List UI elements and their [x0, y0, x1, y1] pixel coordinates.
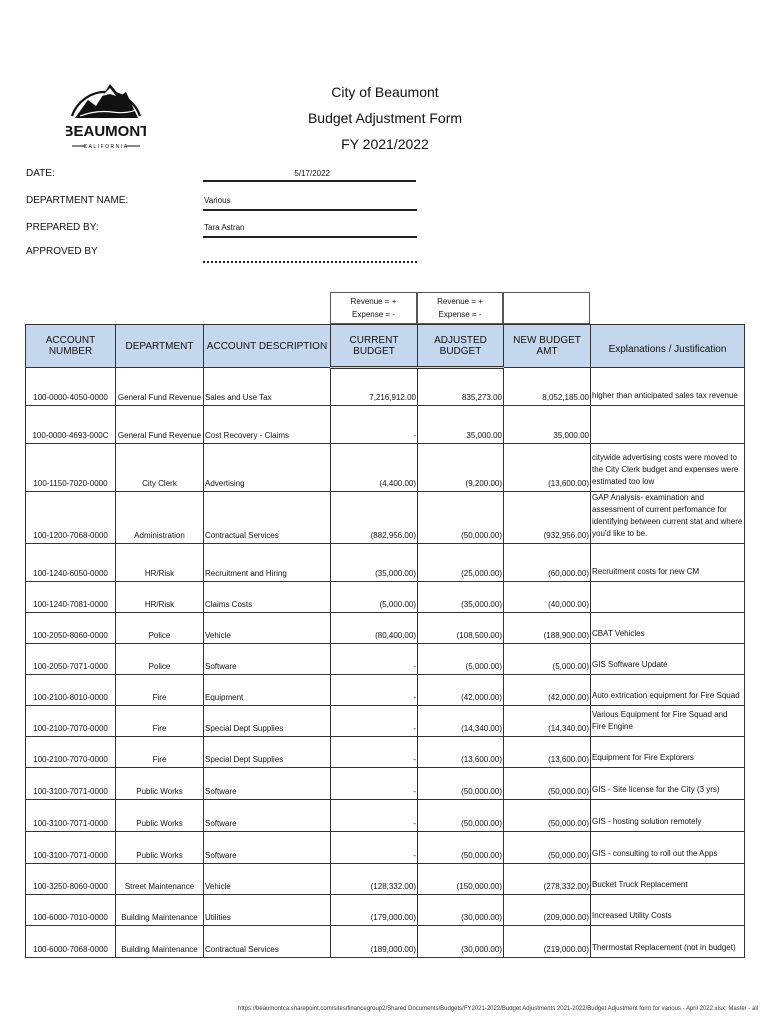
account-description-cell: Software: [204, 832, 331, 864]
current-budget-cell: (80,400.00): [331, 613, 418, 644]
justification-cell: Various Equipment for Fire Squad and Fire Engine: [591, 706, 745, 737]
current-budget-cell: -: [331, 737, 418, 768]
account-description-cell: Software: [204, 800, 331, 832]
department-cell: Building Maintenance: [116, 926, 204, 958]
current-budget-cell: (179,000.00): [331, 895, 418, 926]
justification-cell: Bucket Truck Replacement: [591, 864, 745, 895]
adjusted-budget-cell: (35,000.00): [418, 582, 504, 613]
account-description-cell: Sales and Use Tax: [204, 368, 331, 406]
adjusted-budget-cell: 835,273.00: [418, 368, 504, 406]
current-budget-cell: -: [331, 406, 418, 444]
account-description-cell: Special Dept Supplies: [204, 706, 331, 737]
revenue-sign-text: Revenue = +: [437, 297, 483, 306]
department-cell: Police: [116, 644, 204, 675]
file-path-footer: https://beaumontca.sharepoint.com/sites/financegroup2/Shared Documents/Budgets/FY2021-2022/Budget Adjustments 2021-2022/Budget Adjustment form for various - April 2022.xlsx: Master - all: [238, 1006, 758, 1012]
table-row: [26, 864, 745, 895]
table-row: [26, 706, 745, 737]
account-number-cell: 100-3100-7071-0000: [26, 800, 116, 832]
svg-text:CALIFORNIA: CALIFORNIA: [83, 144, 129, 150]
expense-sign-text: Expense = -: [438, 310, 482, 319]
new-budget-blank-box: [503, 292, 590, 324]
mountain-logo-icon: [66, 66, 146, 156]
department-cell: Fire: [116, 737, 204, 768]
adjusted-budget-cell: (13,600.00): [418, 737, 504, 768]
col-adjusted-budget: ADJUSTED BUDGET: [418, 325, 504, 368]
revenue-sign-text: Revenue = +: [350, 297, 397, 306]
justification-cell: GIS - consulting to roll out the Apps: [591, 832, 745, 864]
justification-cell: Recruitment costs for new CM: [591, 544, 745, 582]
account-number-cell: 100-3250-8060-0000: [26, 864, 116, 895]
justification-cell: higher than anticipated sales tax revenue: [591, 368, 745, 406]
table-row: [26, 644, 745, 675]
current-budget-cell: -: [331, 675, 418, 706]
adjusted-budget-cell: (50,000.00): [418, 800, 504, 832]
account-description-cell: Contractual Services: [204, 492, 331, 544]
department-cell: General Fund Revenue: [116, 368, 204, 406]
current-budget-cell: (128,332.00): [331, 864, 418, 895]
account-description-cell: Equipment: [204, 675, 331, 706]
adjusted-budget-cell: (150,000.00): [418, 864, 504, 895]
account-description-cell: Software: [204, 768, 331, 800]
adjusted-budget-cell: (9,200.00): [418, 444, 504, 492]
department-cell: Street Maintenance: [116, 864, 204, 895]
account-number-cell: 100-1240-6050-0000: [26, 544, 116, 582]
col-department: DEPARTMENT: [116, 325, 204, 368]
adjusted-budget-cell: (42,000.00): [418, 675, 504, 706]
justification-cell: [591, 406, 745, 444]
table-row: [26, 768, 745, 800]
account-number-cell: 100-2100-8010-0000: [26, 675, 116, 706]
adjusted-budget-cell: (30,000.00): [418, 926, 504, 958]
adjusted-budget-sign-note: [417, 292, 503, 324]
new-budget-cell: 35,000.00: [504, 406, 591, 444]
table-row: [26, 926, 745, 958]
department-cell: Fire: [116, 706, 204, 737]
new-budget-cell: (188,900.00): [504, 613, 591, 644]
current-budget-cell: (35,000.00): [331, 544, 418, 582]
table-row: [26, 832, 745, 864]
justification-cell: GIS Software Update: [591, 644, 745, 675]
new-budget-cell: (13,600.00): [504, 737, 591, 768]
table-row: [26, 800, 745, 832]
justification-cell: GAP Analysis- examination and assessment of current perfomance for identifying between current stat and where you'd like to be.: [591, 492, 745, 544]
justification-cell: GIS - Site license for the City (3 yrs): [591, 768, 745, 800]
account-number-cell: 100-0000-4693-000C: [26, 406, 116, 444]
department-cell: General Fund Revenue: [116, 406, 204, 444]
department-cell: Building Maintenance: [116, 895, 204, 926]
approved-by-field: [203, 248, 417, 263]
account-number-cell: 100-1150-7020-0000: [26, 444, 116, 492]
date-label: DATE:: [26, 168, 55, 179]
new-budget-cell: (42,000.00): [504, 675, 591, 706]
table-row: [26, 895, 745, 926]
col-new-budget-amt: NEW BUDGET AMT: [504, 325, 591, 368]
current-budget-cell: (5,000.00): [331, 582, 418, 613]
account-number-cell: 100-2050-7071-0000: [26, 644, 116, 675]
department-name-field: Various: [203, 196, 417, 211]
account-description-cell: Utilities: [204, 895, 331, 926]
account-number-cell: 100-3100-7071-0000: [26, 832, 116, 864]
account-number-cell: 100-1200-7068-0000: [26, 492, 116, 544]
form-title: Budget Adjustment Form: [307, 110, 463, 126]
account-description-cell: Vehicle: [204, 613, 331, 644]
adjusted-budget-cell: (50,000.00): [418, 768, 504, 800]
table-row: [26, 544, 745, 582]
current-budget-cell: -: [331, 706, 418, 737]
adjusted-budget-cell: (25,000.00): [418, 544, 504, 582]
current-budget-cell: (882,956.00): [331, 492, 418, 544]
svg-text:BEAUMONT: BEAUMONT: [66, 123, 146, 140]
current-budget-sign-note: [330, 292, 417, 324]
adjusted-budget-cell: (14,340.00): [418, 706, 504, 737]
table-row: [26, 675, 745, 706]
city-logo: [66, 66, 146, 156]
table-row: [26, 492, 745, 544]
new-budget-cell: (40,000.00): [504, 582, 591, 613]
current-budget-cell: -: [331, 768, 418, 800]
account-description-cell: Software: [204, 644, 331, 675]
new-budget-cell: (278,332.00): [504, 864, 591, 895]
current-budget-cell: (189,000.00): [331, 926, 418, 958]
table-row: [26, 582, 745, 613]
department-cell: City Clerk: [116, 444, 204, 492]
department-name-label: DEPARTMENT NAME:: [26, 195, 129, 206]
account-number-cell: 100-6000-7068-0000: [26, 926, 116, 958]
col-account-description: ACCOUNT DESCRIPTION: [204, 325, 331, 368]
new-budget-cell: (14,340.00): [504, 706, 591, 737]
justification-cell: CBAT Vehicles: [591, 613, 745, 644]
table-row: [26, 368, 745, 406]
table-row: [26, 613, 745, 644]
department-cell: HR/Risk: [116, 544, 204, 582]
department-cell: Police: [116, 613, 204, 644]
prepared-by-field: Tara Astran: [203, 223, 417, 238]
account-description-cell: Contractual Services: [204, 926, 331, 958]
justification-cell: citywide advertising costs were moved to the City Clerk budget and expenses were estimated too low: [591, 444, 745, 492]
adjusted-budget-cell: (30,000.00): [418, 895, 504, 926]
col-account-number: ACCOUNT NUMBER: [26, 325, 116, 368]
table-header-row: [26, 325, 745, 368]
account-number-cell: 100-2050-8060-0000: [26, 613, 116, 644]
expense-sign-text: Expense = -: [352, 310, 395, 319]
current-budget-cell: -: [331, 800, 418, 832]
table-row: [26, 444, 745, 492]
new-budget-cell: (13,600.00): [504, 444, 591, 492]
table-row: [26, 406, 745, 444]
department-cell: Administration: [116, 492, 204, 544]
date-field: 5/17/2022: [203, 169, 416, 182]
table-body: [26, 368, 745, 958]
new-budget-cell: (60,000.00): [504, 544, 591, 582]
justification-cell: [591, 582, 745, 613]
new-budget-cell: (219,000.00): [504, 926, 591, 958]
new-budget-cell: (50,000.00): [504, 768, 591, 800]
account-number-cell: 100-1240-7081-0000: [26, 582, 116, 613]
col-justification: Explanations / Justification: [591, 325, 745, 368]
department-cell: Fire: [116, 675, 204, 706]
adjusted-budget-cell: 35,000.00: [418, 406, 504, 444]
current-budget-cell: -: [331, 644, 418, 675]
current-budget-cell: 7,216,912.00: [331, 368, 418, 406]
account-description-cell: Claims Costs: [204, 582, 331, 613]
col-current-budget: CURRENT BUDGET: [331, 325, 418, 368]
current-budget-cell: -: [331, 832, 418, 864]
budget-adjustment-table: [25, 324, 745, 958]
account-description-cell: Special Dept Supplies: [204, 737, 331, 768]
new-budget-cell: (5,000.00): [504, 644, 591, 675]
new-budget-cell: 8,052,185.00: [504, 368, 591, 406]
adjusted-budget-cell: (50,000.00): [418, 832, 504, 864]
account-number-cell: 100-2100-7070-0000: [26, 737, 116, 768]
department-cell: Public Works: [116, 768, 204, 800]
new-budget-cell: (50,000.00): [504, 832, 591, 864]
justification-cell: Auto extrication equipment for Fire Squad: [591, 675, 745, 706]
adjusted-budget-cell: (108,500.00): [418, 613, 504, 644]
account-description-cell: Vehicle: [204, 864, 331, 895]
new-budget-cell: (209,000.00): [504, 895, 591, 926]
department-cell: HR/Risk: [116, 582, 204, 613]
justification-cell: Thermostat Replacement (not in budget): [591, 926, 745, 958]
account-description-cell: Recruitment and Hiring: [204, 544, 331, 582]
account-number-cell: 100-3100-7071-0000: [26, 768, 116, 800]
new-budget-cell: (932,956.00): [504, 492, 591, 544]
account-number-cell: 100-0000-4050-0000: [26, 368, 116, 406]
adjusted-budget-cell: (5,000.00): [418, 644, 504, 675]
city-title: City of Beaumont: [331, 84, 439, 100]
justification-cell: GIS - hosting solution remotely: [591, 800, 745, 832]
account-description-cell: Advertising: [204, 444, 331, 492]
prepared-by-label: PREPARED BY:: [26, 222, 99, 233]
fiscal-year: FY 2021/2022: [341, 136, 429, 152]
department-cell: Public Works: [116, 800, 204, 832]
department-cell: Public Works: [116, 832, 204, 864]
approved-by-label: APPROVED BY: [26, 246, 98, 257]
adjusted-budget-cell: (50,000.00): [418, 492, 504, 544]
account-number-cell: 100-6000-7010-0000: [26, 895, 116, 926]
justification-cell: Increased Utility Costs: [591, 895, 745, 926]
account-number-cell: 100-2100-7070-0000: [26, 706, 116, 737]
justification-cell: Equipment for Fire Explorers: [591, 737, 745, 768]
current-budget-cell: (4,400.00): [331, 444, 418, 492]
table-row: [26, 737, 745, 768]
account-description-cell: Cost Recovery - Claims: [204, 406, 331, 444]
new-budget-cell: (50,000.00): [504, 800, 591, 832]
